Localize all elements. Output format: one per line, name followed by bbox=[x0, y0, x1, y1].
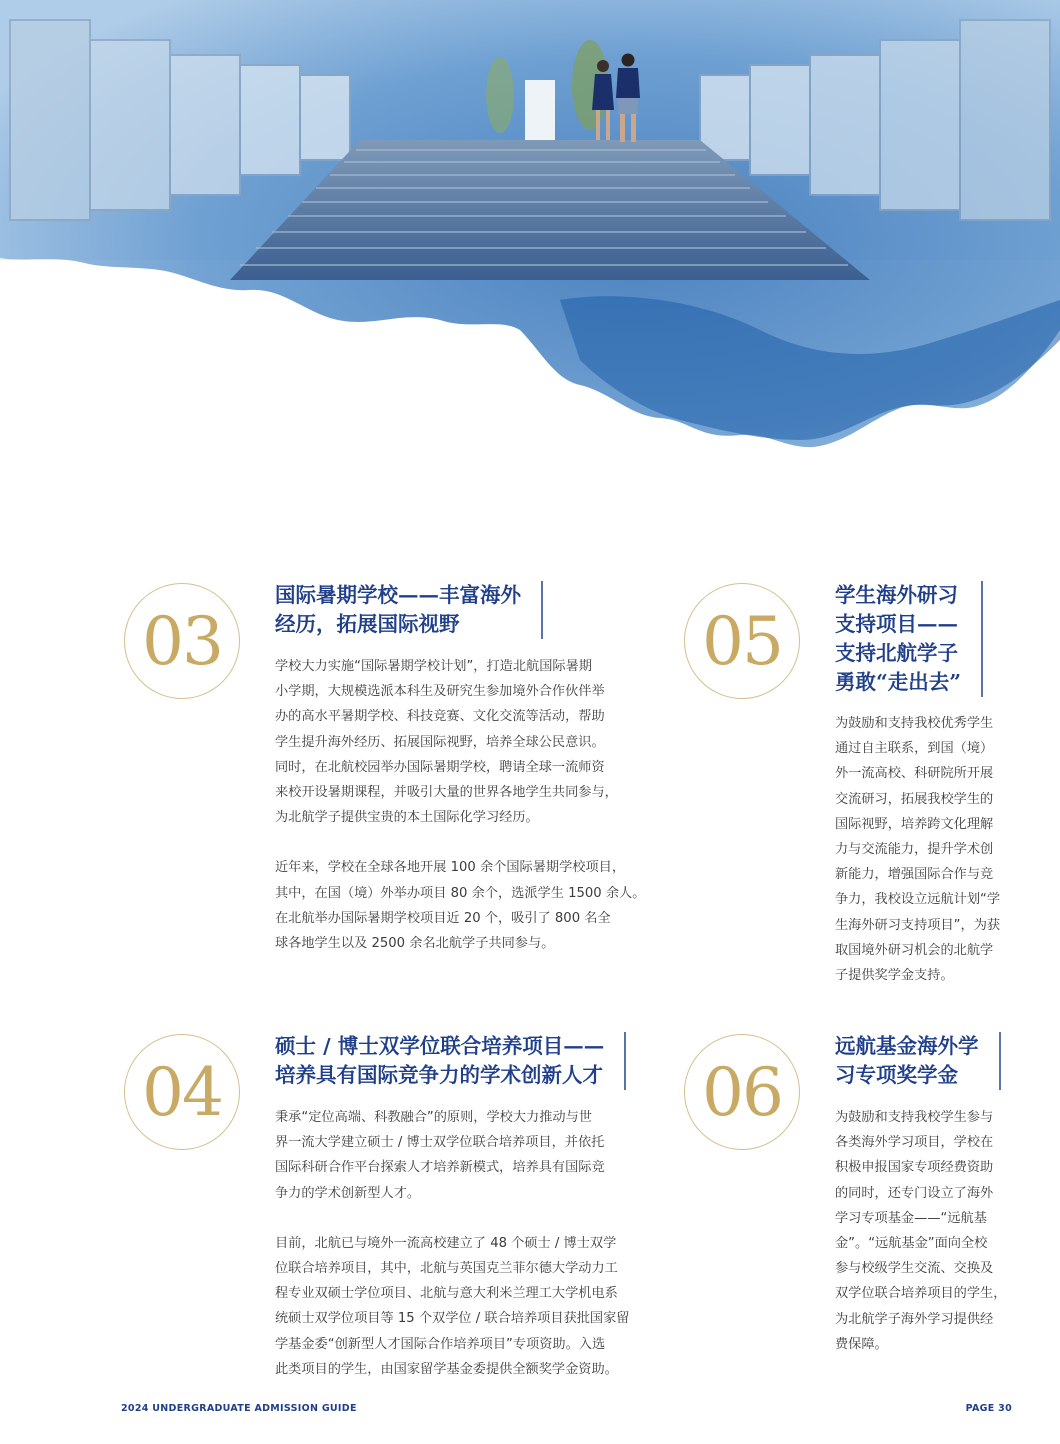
section-03-body bbox=[275, 654, 645, 956]
footer-guide-title: 2024 UNDERGRADUATE ADMISSION GUIDE bbox=[121, 1403, 357, 1414]
paragraph: 为鼓励和支持我校学生参与 各类海外学习项目，学校在 积极申报国家专项经费资助 的同时，还专门设立了海外 学习专项基金——“远航基 金”。“远航基金”面向全校 参与校级学生交流、交换及 双学位联合培养项目的学生， 为北航学子海外学习提供经 费保障。 bbox=[835, 1110, 1007, 1352]
section-number-06: 06 bbox=[684, 1034, 800, 1150]
section-04-body bbox=[275, 1105, 630, 1382]
section-03-heading: 国际暑期学校——丰富海外 经历，拓展国际视野 bbox=[275, 581, 543, 639]
section-number-03: 03 bbox=[124, 583, 240, 699]
section-05-body bbox=[835, 711, 1000, 988]
section-06-heading: 远航基金海外学 习专项奖学金 bbox=[835, 1032, 1001, 1090]
staircase-watercolor-image bbox=[0, 0, 1060, 470]
footer-page-number: PAGE 30 bbox=[965, 1403, 1012, 1414]
paragraph: 秉承“定位高端、科教融合”的原则，学校大力推动与世 界一流大学建立硕士 / 博士双学位联合培养项目，并依托 国际科研合作平台探索人才培养新模式，培养具有国际竞 争力的学术创新型人才。 bbox=[275, 1110, 605, 1201]
section-number-05: 05 bbox=[684, 583, 800, 699]
paragraph: 目前，北航已与境外一流高校建立了 48 个硕士 / 博士双学 位联合培养项目，其中，北航与英国克兰菲尔德大学动力工 程专业双硕士学位项目、北航与意大利米兰理工大学机电系 统硕士双学位项目等 15 个双学位 / 联合培养项目获批国家留 学基金委“创新型人才国际合作培养项目”专项资助。入选 此类项目的学生，由国家留学基金委提供全额奖学金资助。 bbox=[275, 1235, 630, 1377]
section-number-04: 04 bbox=[124, 1034, 240, 1150]
section-05-heading: 学生海外研习 支持项目—— 支持北航学子 勇敢“走出去” bbox=[835, 581, 983, 697]
paragraph: 近年来，学校在全球各地开展 100 余个国际暑期学校项目， 其中，在国（境）外举办项目 80 余个，选派学生 1500 余人。 在北航举办国际暑期学校项目近 20 个，吸引了 800 名全 球各地学生以及 2500 余名北航学子共同参与。 bbox=[275, 860, 646, 952]
section-04-heading: 硕士 / 博士双学位联合培养项目—— 培养具有国际竞争力的学术创新人才 bbox=[275, 1032, 626, 1090]
paragraph: 为鼓励和支持我校优秀学生 通过自主联系，到国（境） 外一流高校、科研院所开展 交流研习，拓展我校学生的 国际视野，培养跨文化理解 力与交流能力，提升学术创 新能力，增强国际合作与竞 争力，我校设立远航计划“学 生海外研习支持项目”，为获 取国境外研习机会的北航学 子提供奖学金支持。 bbox=[835, 716, 1001, 984]
paragraph: 学校大力实施“国际暑期学校计划”，打造北航国际暑期 小学期，大规模选派本科生及研究生参加境外合作伙伴举 办的高水平暑期学校、科技竞赛、文化交流等活动，帮助 学生提升海外经历、拓展国际视野，培养全球公民意识。 同时，在北航校园举办国际暑期学校，聘请全球一流师资 来校开设暑期课程，并吸引大量的世界各地学生共同参与， 为北航学子提供宝贵的本土国际化学习经历。 bbox=[275, 659, 618, 826]
hero-illustration bbox=[0, 0, 1060, 470]
section-06-body bbox=[835, 1105, 1006, 1357]
